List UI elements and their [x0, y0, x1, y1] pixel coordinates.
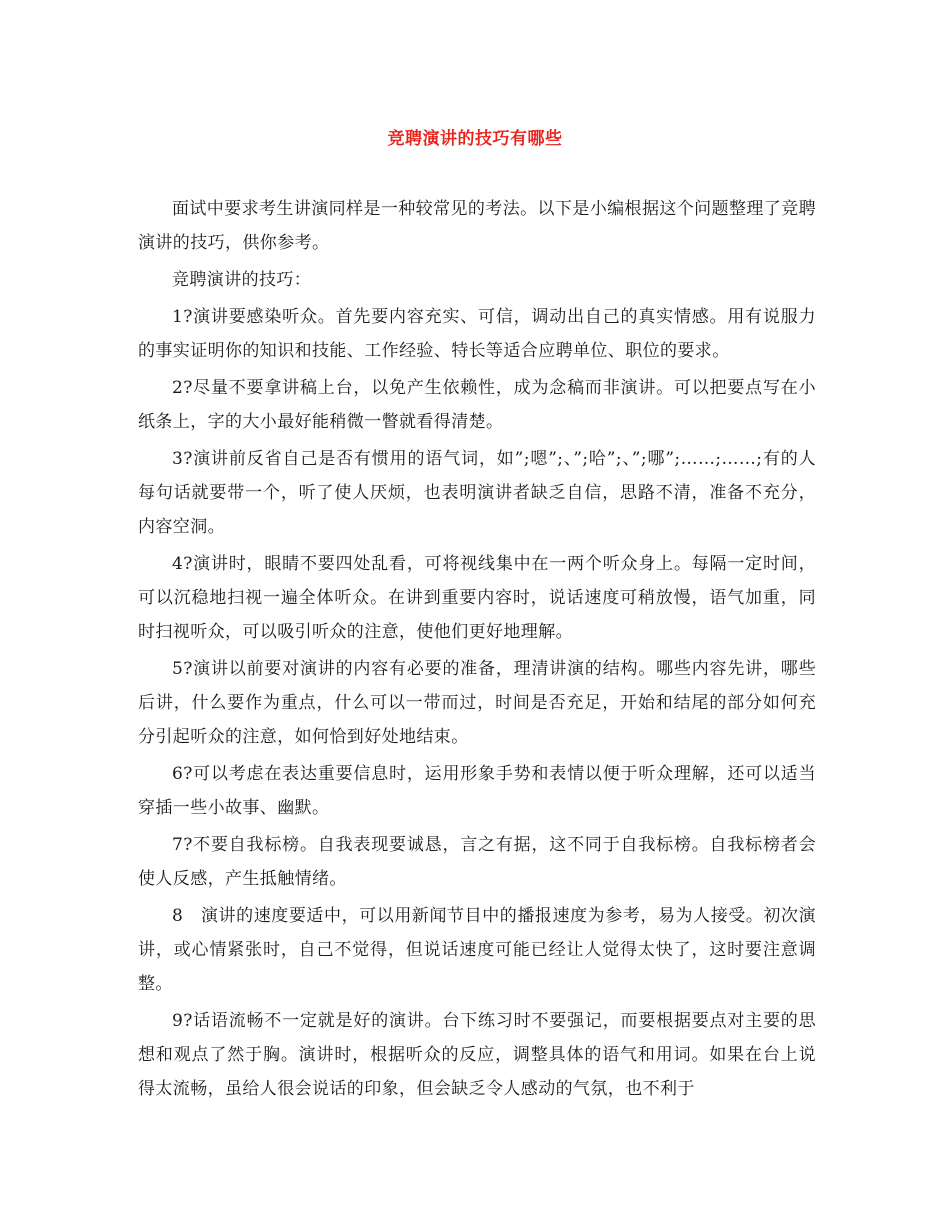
paragraph-tip-1: 1?演讲要感染听众。首先要内容充实、可信，调动出自己的真实情感。用有说服力的事实证明你的知识和技能、工作经验、特长等适合应聘单位、职位的要求。 — [138, 307, 816, 361]
paragraph-tip-6: 6?可以考虑在表达重要信息时，运用形象手势和表情以便于听众理解，还可以适当穿插一些小故事、幽默。 — [138, 764, 816, 818]
paragraph-tip-9: 9?话语流畅不一定就是好的演讲。台下练习时不要强记，而要根据要点对主要的思想和观点了然于胸。演讲时，根据听众的反应，调整具体的语气和用词。如果在台上说得太流畅，虽给人很会说话的印象，但会缺乏令人感动的气氛，也不利于 — [138, 1011, 816, 1099]
paragraph-tip-5: 5?演讲以前要对演讲的内容有必要的准备，理清讲演的结构。哪些内容先讲，哪些后讲，什么要作为重点，什么可以一带而过，时间是否充足，开始和结尾的部分如何充分引起听众的注意，如何恰到好处地结束。 — [138, 659, 816, 747]
paragraph-tip-2: 2?尽量不要拿讲稿上台，以免产生依赖性，成为念稿而非演讲。可以把要点写在小纸条上，字的大小最好能稍微一瞥就看得清楚。 — [138, 378, 816, 432]
paragraph-heading: 竞聘演讲的技巧： — [172, 270, 312, 290]
paragraph-tip-4: 4?演讲时，眼睛不要四处乱看，可将视线集中在一两个听众身上。每隔一定时间，可以沉稳地扫视一遍全体听众。在讲到重要内容时，说话速度可稍放慢，语气加重，同时扫视听众，可以吸引听众的注意，使他们更好地理解。 — [138, 554, 816, 642]
document-body — [138, 192, 816, 1109]
paragraph-tip-7: 7?不要自我标榜。自我表现要诚恳，言之有据，这不同于自我标榜。自我标榜者会使人反感，产生抵触情绪。 — [138, 835, 816, 889]
paragraph-intro: 面试中要求考生讲演同样是一种较常见的考法。以下是小编根据这个问题整理了竞聘演讲的技巧，供你参考。 — [138, 199, 816, 253]
document-title: 竞聘演讲的技巧有哪些 — [387, 129, 563, 149]
paragraph-tip-3: 3?演讲前反省自己是否有惯用的语气词，如”;嗯”;、”;哈”;、”;哪”;……;……;有的人每句话就要带一个，听了使人厌烦，也表明演讲者缺乏自信，思路不清，准备不充分，内容空洞。 — [138, 449, 816, 537]
paragraph-tip-8: 8 演讲的速度要适中，可以用新闻节目中的播报速度为参考，易为人接受。初次演讲，或心情紧张时，自己不觉得，但说话速度可能已经让人觉得太快了，这时要注意调整。 — [138, 906, 816, 994]
